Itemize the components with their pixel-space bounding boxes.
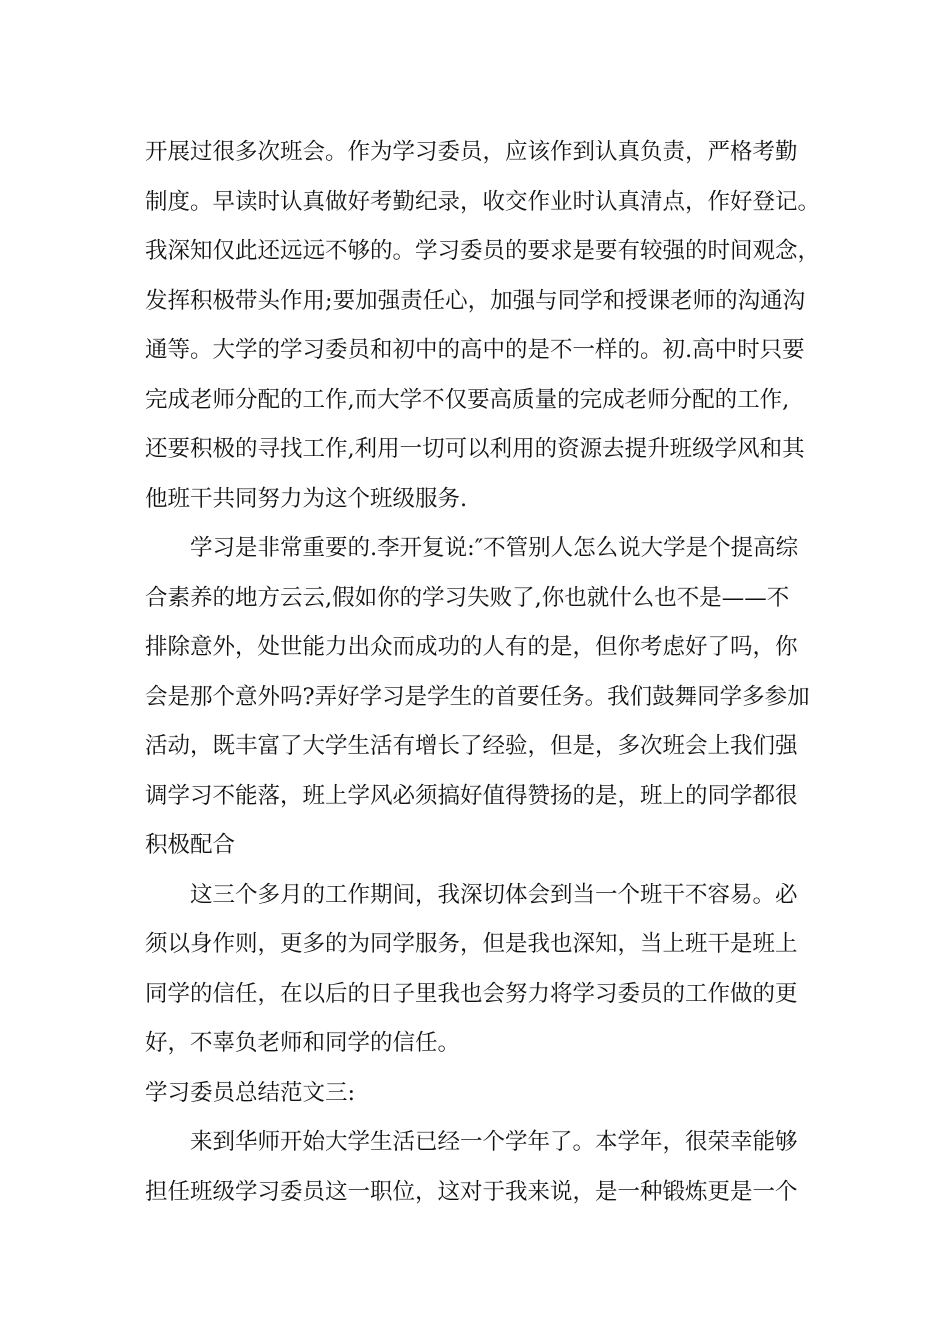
text-line: 活动，既丰富了大学生活有增长了经验，但是，多次班会上我们强 [145, 733, 798, 759]
text-line: 还要积极的寻找工作,利用一切可以利用的资源去提升班级学风和其 [145, 436, 805, 462]
text-line: 会是那个意外吗?弄好学习是学生的首要任务。我们鼓舞同学多参加 [145, 683, 810, 710]
text-line: 制度。早读时认真做好考勤纪录，收交作业时认真清点，作好登记。 [145, 188, 821, 215]
section-heading: 学习委员总结范文三: [145, 1079, 356, 1106]
text-line: 调学习不能落，班上学风必须搞好值得赞扬的是，班上的同学都很 [145, 782, 798, 809]
text-line: 积极配合 [145, 832, 236, 858]
text-line: 合素养的地方云云,假如你的学习失败了,你也就什么也不是——不 [145, 584, 790, 611]
text-line: 他班干共同努力为这个班级服务. [145, 485, 468, 512]
text-line: 开展过很多次班会。作为学习委员，应该作到认真负责，严格考勤 [145, 139, 798, 165]
text-line: 同学的信任，在以后的日子里我也会努力将学习委员的工作做的更 [145, 980, 798, 1007]
document-body [145, 128, 825, 1217]
text-line: 通等。大学的学习委员和初中的高中的是不一样的。初.高中时只要 [145, 337, 805, 363]
text-line: 我深知仅此还远远不够的。学习委员的要求是要有较强的时间观念， [145, 238, 821, 264]
text-line: 须以身作则，更多的为同学服务，但是我也深知，当上班干是班上 [145, 931, 798, 957]
text-line: 好，不辜负老师和同学的信任。 [145, 1030, 461, 1056]
text-line: 完成老师分配的工作,而大学不仅要高质量的完成老师分配的工作, [145, 386, 790, 413]
paragraph-start-line: 这三个多月的工作期间，我深切体会到当一个班干不容易。必 [190, 881, 798, 908]
paragraph-start-line: 学习是非常重要的.李开复说:″不管别人怎么说大学是个提高综 [190, 535, 799, 561]
text-line: 排除意外，处世能力出众而成功的人有的是，但你考虑好了吗，你 [145, 634, 798, 660]
paragraph-start-line: 来到华师开始大学生活已经一个学年了。本学年，很荣幸能够 [190, 1129, 798, 1155]
text-line: 发挥积极带头作用;要加强责任心，加强与同学和授课老师的沟通沟 [145, 287, 806, 314]
text-line: 担任班级学习委员这一职位，这对于我来说，是一种锻炼更是一个 [145, 1178, 798, 1205]
